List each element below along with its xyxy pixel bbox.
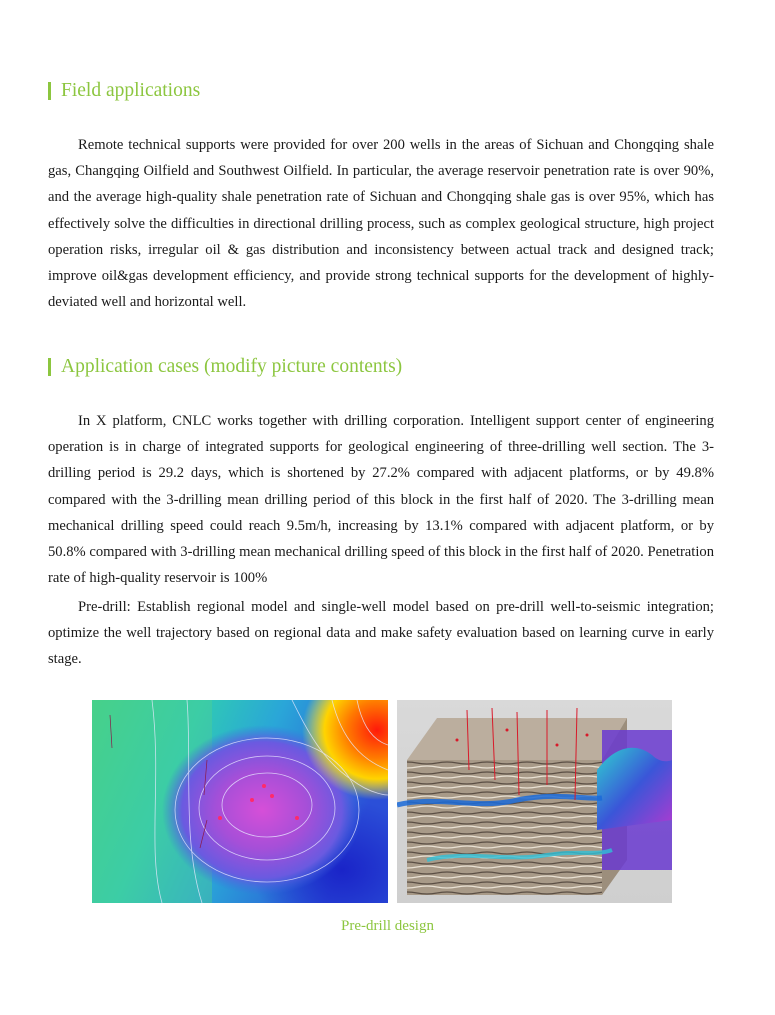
section-title: Field applications	[61, 80, 201, 101]
paragraph-pre-drill: Pre-drill: Establish regional model and single-well model based on pre-drill well-to-seismic integration; optimize the well trajectory based on regional data and make safety evaluation based on learning curve in early stage.	[48, 599, 714, 668]
section-title: Application cases (modify picture contents)	[61, 356, 403, 377]
seismic-3d-model-image	[397, 700, 672, 903]
paragraph-application-case: In X platform, CNLC works together with drilling corporation. Intelligent support center of engineering operation is in charge of integrated supports for geological engineering of three-drilling well section. The 3-drilling period is 29.2 days, which is shortened by 27.2% compared with adjacent platforms, or by 49.8% compared with the 3-drilling mean drilling period of this block in the first half of 2020. The 3-drilling mean mechanical drilling speed could reach 9.5m/h, increasing by 13.1% compared with adjacent platform, or by 50.8% compared with 3-drilling mean mechanical drilling speed of this block in the first half of 2020. Penetration rate of high-quality reservoir is 100%	[48, 413, 714, 587]
figure-caption: Pre-drill design	[341, 918, 434, 934]
section-heading-application-cases	[48, 356, 402, 378]
heading-bar-decoration	[48, 358, 51, 376]
contour-map-image	[92, 700, 388, 903]
heading-bar-decoration	[48, 82, 51, 100]
section-heading-field-applications	[48, 80, 200, 102]
paragraph-field-applications: Remote technical supports were provided for over 200 wells in the areas of Sichuan and Chongqing shale gas, Changqing Oilfield and Southwest Oilfield. In particular, the average reservoir penetration rate is over 90%, and the average high-quality shale penetration rate of Sichuan and Chongqing shale gas is over 95%, which has effectively solve the difficulties in directional drilling process, such as complex geological structure, high project operation risks, irregular oil & gas distribution and inconsistency between actual track and designed track; improve oil&gas development efficiency, and provide strong technical supports for the development of highly-deviated well and horizontal well.	[48, 137, 714, 311]
